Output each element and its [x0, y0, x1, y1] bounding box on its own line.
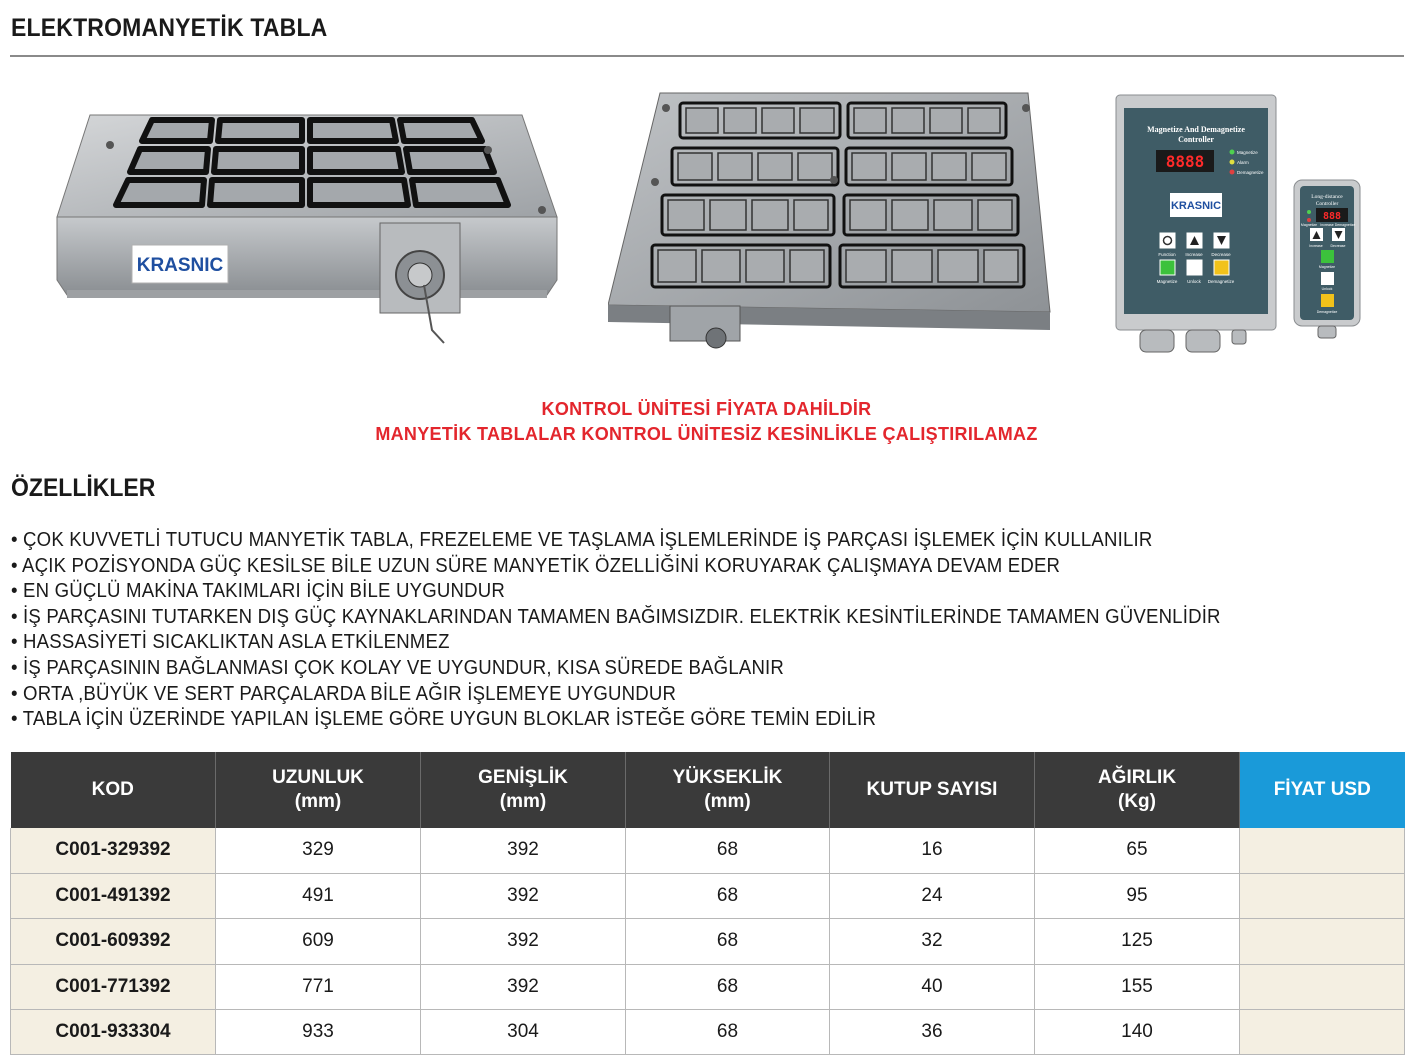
cell-yukseklik: 68	[626, 828, 830, 873]
feature-item: • TABLA İÇİN ÜZERİNDE YAPILAN İŞLEME GÖRE UYGUN BLOKLAR İSTEĞE GÖRE TEMİN EDİLİR	[11, 708, 877, 731]
cell-genislik: 392	[421, 828, 626, 873]
controller-display: 8888	[1165, 152, 1205, 171]
cell-agirlik: 140	[1035, 1010, 1240, 1055]
cell-uzunluk: 329	[216, 828, 421, 873]
feature-item: • ÇOK KUVVETLİ TUTUCU MANYETİK TABLA, FREZELEME VE TAŞLAMA İŞLEMLERİNDE İŞ PARÇASI İŞLEMEK İÇİN KULLANILIR	[11, 529, 1153, 551]
cell-agirlik: 95	[1035, 873, 1240, 918]
feature-item: • ORTA ,BÜYÜK VE SERT PARÇALARDA BİLE AĞIR İŞLEMEYE UYGUNDUR	[11, 682, 677, 705]
feature-item: • AÇIK POZİSYONDA GÜÇ KESİLSE BİLE UZUN SÜRE MANYETİK ÖZELLİĞİNİ KORUYARAK ÇALIŞMAYA DEVAM EDER	[11, 554, 1061, 577]
cell-fiyat	[1240, 873, 1405, 918]
cell-genislik: 392	[421, 919, 626, 964]
table-row	[11, 964, 1405, 1009]
cell-uzunluk: 491	[216, 873, 421, 918]
cell-kod: C001-771392	[11, 964, 216, 1009]
cell-agirlik: 125	[1035, 919, 1240, 964]
remote-led-label-demagnetize: Demagnetize	[1334, 223, 1356, 227]
chuck-32-pole-image	[608, 90, 1058, 355]
cell-fiyat	[1240, 1010, 1405, 1055]
controller-title-line2: Controller	[1178, 135, 1214, 144]
cell-yukseklik: 68	[626, 1010, 830, 1055]
page-title: ELEKTROMANYETİK TABLA	[11, 14, 328, 42]
cell-uzunluk: 933	[216, 1010, 421, 1055]
remote-btn-label-unlock: Unlock	[1321, 287, 1333, 291]
title-divider	[10, 55, 1404, 57]
chuck-brand-logo: KRASNIC	[136, 255, 224, 276]
cell-yukseklik: 68	[626, 964, 830, 1009]
cell-genislik: 392	[421, 873, 626, 918]
btn-label-unlock: Unlock	[1187, 279, 1201, 284]
cell-kod: C001-933304	[11, 1010, 216, 1055]
controller-title-line1: Magnetize And Demagnetize	[1147, 125, 1245, 134]
btn-label-increase: Increase	[1185, 252, 1203, 257]
cell-kod: C001-491392	[11, 873, 216, 918]
remote-btn-label-magnetize: Magnetize	[1318, 265, 1336, 269]
features-list	[11, 528, 1312, 733]
cell-kutup-sayisi: 36	[830, 1010, 1035, 1055]
features-title: ÖZELLİKLER	[11, 474, 156, 502]
cell-kod: C001-329392	[11, 828, 216, 873]
header-uzunluk: UZUNLUK (mm)	[216, 752, 421, 828]
cell-uzunluk: 609	[216, 919, 421, 964]
cell-uzunluk: 771	[216, 964, 421, 1009]
feature-item: • İŞ PARÇASININ BAĞLANMASI ÇOK KOLAY VE UYGUNDUR, KISA SÜREDE BAĞLANIR	[11, 656, 785, 679]
remote-btn-label-decrease: Decrease	[1330, 244, 1346, 248]
cell-kutup-sayisi: 40	[830, 964, 1035, 1009]
cell-agirlik: 155	[1035, 964, 1240, 1009]
notice-control-unit-required: MANYETİK TABLALAR KONTROL ÜNİTESİZ KESİNLİKLE ÇALIŞTIRILAMAZ	[375, 424, 1038, 444]
cell-genislik: 392	[421, 964, 626, 1009]
remote-btn-label-increase: Increase	[1309, 244, 1323, 248]
btn-label-demagnetize: Demagnetize	[1207, 279, 1235, 284]
cell-fiyat	[1240, 964, 1405, 1009]
table-row	[11, 828, 1405, 873]
remote-led-label-increase: Increase	[1320, 223, 1334, 227]
remote-display: 888	[1322, 211, 1342, 222]
feature-item: • İŞ PARÇASINI TUTARKEN DIŞ GÜÇ KAYNAKLARINDAN TAMAMEN BAĞIMSIZDIR. ELEKTRİK KESİNTİLERİNDE TAMAMEN GÜVENLİDİR	[11, 605, 1221, 628]
led-label-alarm: Alarm	[1237, 160, 1249, 165]
remote-title-line1: Long-distance	[1311, 194, 1343, 200]
table-row	[11, 1010, 1405, 1055]
notice-control-unit-included: KONTROL ÜNİTESİ FİYATA DAHİLDİR	[541, 399, 872, 419]
cell-kod: C001-609392	[11, 919, 216, 964]
btn-label-magnetize: Magnetize	[1156, 279, 1178, 284]
remote-btn-label-demagnetize: Demagnetize	[1316, 310, 1338, 314]
feature-item: • HASSASİYETİ SICAKLIKTAN ASLA ETKİLENMEZ	[11, 631, 450, 654]
header-yukseklik: YÜKSEKLİK (mm)	[626, 752, 830, 828]
header-kutup-sayisi: KUTUP SAYISI	[830, 752, 1035, 828]
btn-label-decrease: Decrease	[1211, 252, 1231, 257]
controller-brand-logo: KRASNIC	[1170, 200, 1222, 212]
header-kod: KOD	[11, 752, 216, 828]
remote-title-line2: Controller	[1315, 201, 1339, 207]
feature-item: • EN GÜÇLÜ MAKİNA TAKIMLARI İÇİN BİLE UYGUNDUR	[11, 580, 505, 603]
spec-table	[10, 752, 1405, 1055]
cell-fiyat	[1240, 828, 1405, 873]
btn-label-function: Function	[1158, 252, 1176, 257]
led-label-magnetize: Magnetize	[1237, 150, 1258, 155]
header-agirlik: AĞIRLIK (Kg)	[1035, 752, 1240, 828]
header-genislik: GENİŞLİK (mm)	[421, 752, 626, 828]
table-row	[11, 873, 1405, 918]
cell-yukseklik: 68	[626, 873, 830, 918]
led-label-demagnetize: Demagnetize	[1237, 170, 1264, 175]
cell-genislik: 304	[421, 1010, 626, 1055]
chuck-16-pole-image	[52, 105, 562, 350]
control-unit-image	[1110, 90, 1400, 360]
cell-kutup-sayisi: 32	[830, 919, 1035, 964]
header-fiyat-usd: FİYAT USD	[1240, 752, 1405, 828]
table-row	[11, 919, 1405, 964]
remote-led-label-magnetize: Magnetize	[1300, 223, 1318, 227]
table-header-row	[11, 752, 1405, 828]
cell-fiyat	[1240, 919, 1405, 964]
cell-kutup-sayisi: 16	[830, 828, 1035, 873]
cell-kutup-sayisi: 24	[830, 873, 1035, 918]
cell-agirlik: 65	[1035, 828, 1240, 873]
cell-yukseklik: 68	[626, 919, 830, 964]
